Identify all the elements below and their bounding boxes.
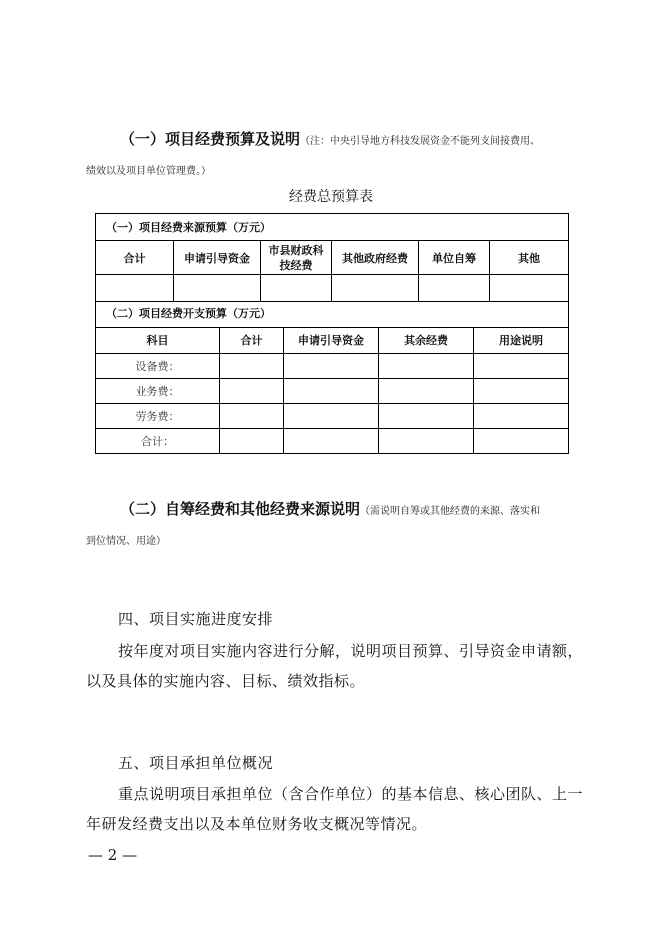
section4-heading: 四、项目实施进度安排: [118, 610, 274, 628]
expense-section-title: （二）项目经费开支预算（万元）: [96, 300, 569, 327]
expense-row-equipment: 设备费：: [96, 353, 220, 378]
expense-header-purpose: 用途说明: [474, 327, 569, 353]
source-header-guide-fund: 申请引导资金: [174, 241, 261, 275]
table-cell[interactable]: [220, 428, 284, 453]
expense-header-remaining: 其余经费: [379, 327, 474, 353]
table-cell[interactable]: [474, 353, 569, 378]
table-cell[interactable]: [379, 428, 474, 453]
table-cell[interactable]: [474, 378, 569, 403]
source-header-self-funded: 单位自筹: [419, 241, 490, 275]
section2-note-continued: 到位情况、用途）: [86, 536, 166, 547]
table-title: 经费总预算表: [289, 189, 373, 205]
source-section-title: （一）项目经费来源预算（万元）: [96, 214, 569, 241]
table-cell[interactable]: [284, 353, 379, 378]
table-cell[interactable]: [220, 378, 284, 403]
source-header-local-finance: 市县财政科技经费: [261, 241, 332, 275]
section1-heading-line: [120, 128, 540, 149]
source-header-other-gov: 其他政府经费: [332, 241, 419, 275]
section2-note: （需说明自筹或其他经费的来源、落实和: [360, 506, 541, 517]
section1-heading: （一）项目经费预算及说明: [120, 130, 301, 148]
section2-heading-line: [120, 498, 540, 519]
source-value-other-gov[interactable]: [332, 275, 419, 302]
section4-paragraph-line1: 按年度对项目实施内容进行分解，说明项目预算、引导资金申请额，: [118, 642, 584, 660]
expense-header-guide-fund: 申请引导资金: [284, 327, 379, 353]
section1-note-continued: 绩效以及项目单位管理费。）: [86, 166, 211, 177]
source-header-other: 其他: [490, 241, 569, 275]
section2-heading: （二）自筹经费和其他经费来源说明: [120, 500, 361, 518]
table-cell[interactable]: [379, 403, 474, 428]
expense-header-total: 合计: [220, 327, 284, 353]
expense-row-business: 业务费：: [96, 378, 220, 403]
table-cell[interactable]: [474, 403, 569, 428]
expense-row-total: 合计：: [96, 428, 220, 453]
page-number: — 2 —: [88, 846, 138, 864]
table-cell[interactable]: [284, 403, 379, 428]
table-cell[interactable]: [474, 428, 569, 453]
table-cell[interactable]: [220, 403, 284, 428]
expense-header-subject: 科目: [96, 327, 220, 353]
source-value-guide-fund[interactable]: [174, 275, 261, 302]
table-cell[interactable]: [379, 378, 474, 403]
source-header-total: 合计: [96, 241, 174, 275]
expense-row-labor: 劳务费：: [96, 403, 220, 428]
source-value-self-funded[interactable]: [419, 275, 490, 302]
section5-heading: 五、项目承担单位概况: [118, 754, 274, 772]
table-cell[interactable]: [284, 428, 379, 453]
source-value-local-finance[interactable]: [261, 275, 332, 302]
budget-expense-table: [95, 300, 569, 454]
section1-note: （注：中央引导地方科技发展资金不能列支间接费用、: [300, 136, 541, 147]
section4-paragraph-line2: 以及具体的实施内容、目标、绩效指标。: [86, 672, 366, 690]
source-value-total[interactable]: [96, 275, 174, 302]
section5-paragraph-line2: 年研发经费支出以及本单位财务收支概况等情况。: [86, 815, 428, 833]
source-value-other[interactable]: [490, 275, 569, 302]
budget-source-table: [95, 213, 569, 302]
table-cell[interactable]: [284, 378, 379, 403]
table-cell[interactable]: [220, 353, 284, 378]
table-cell[interactable]: [379, 353, 474, 378]
section5-paragraph-line1: 重点说明项目承担单位（含合作单位）的基本信息、核心团队、上一: [118, 785, 584, 803]
